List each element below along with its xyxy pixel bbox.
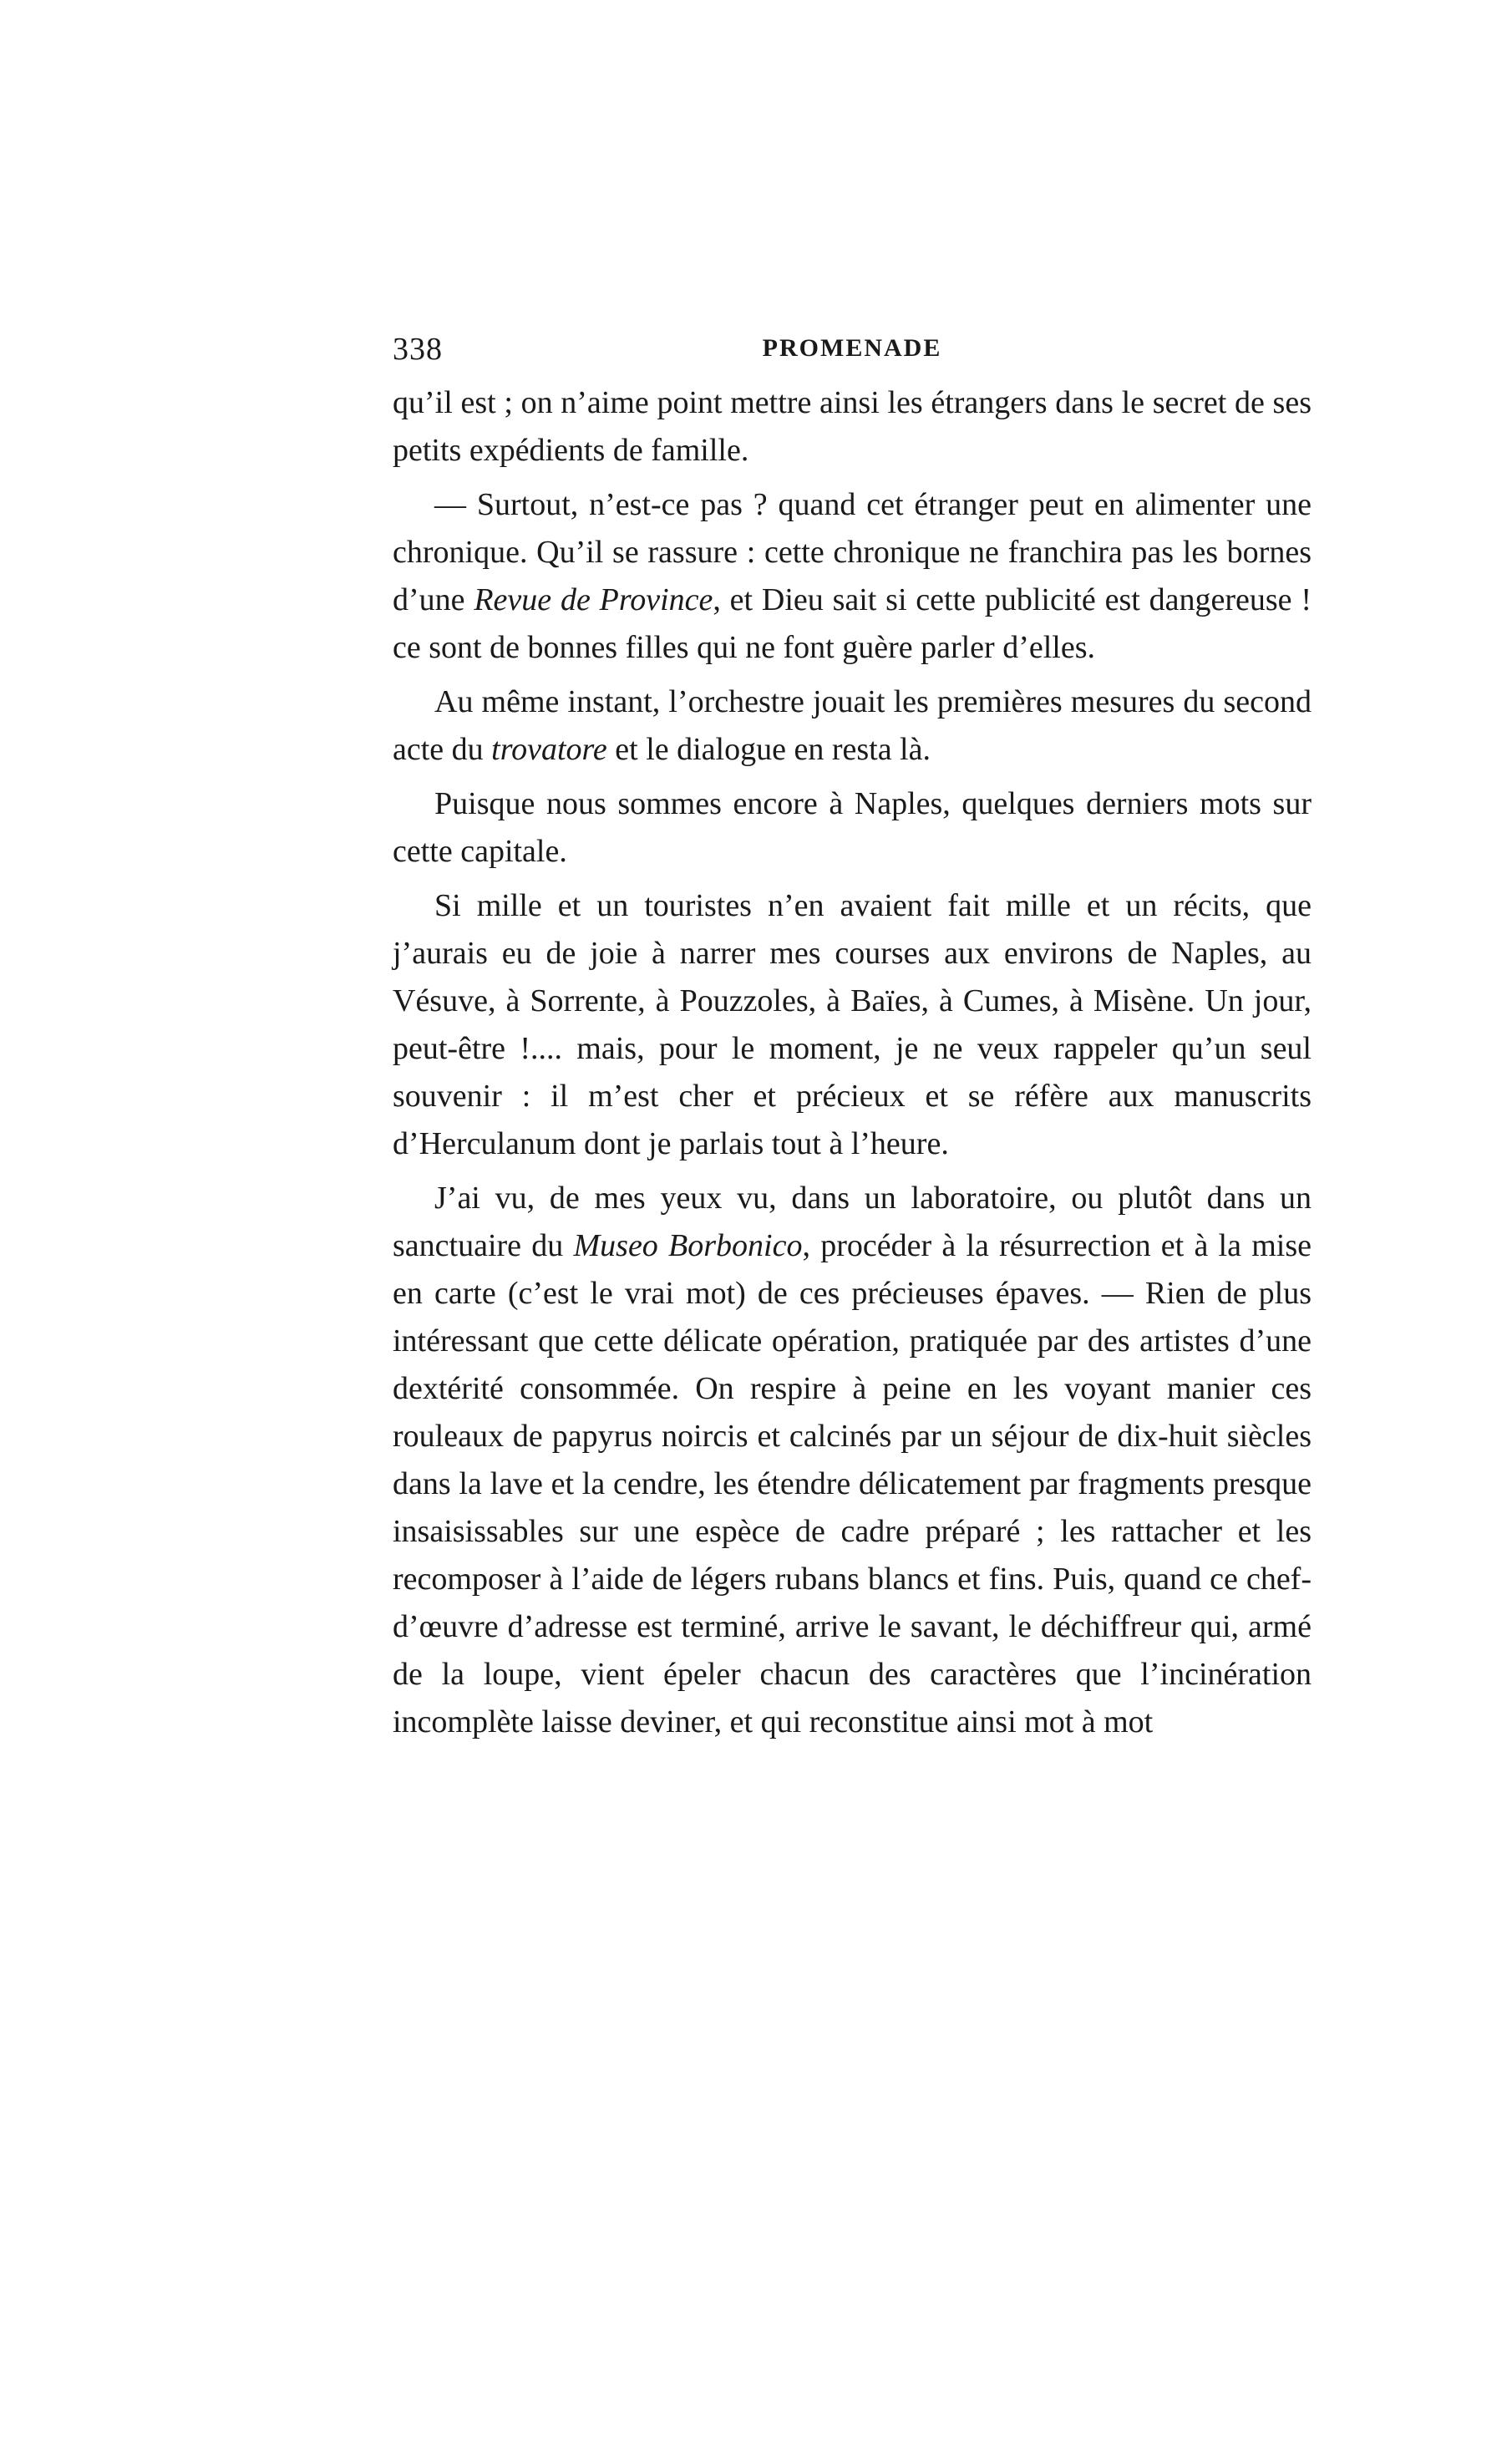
text-run: , et Dieu sait si cette publicité est dangereuse ! ce sont de bonnes filles qui ne font guère parler d’elles. (393, 582, 1312, 665)
paragraph (393, 882, 1312, 1168)
paragraph (393, 678, 1312, 774)
paragraph (393, 379, 1312, 475)
text-run: — Surtout, n’est-ce pas ? quand cet étranger peut en alimenter une chronique. Qu’il se rassure : cette chronique ne franchira pas les bornes d’une (393, 487, 1312, 617)
text-run: et le dialogue en resta là. (606, 732, 931, 767)
italic-title: Revue de Province (474, 582, 713, 617)
text-run: J’ai vu, de mes yeux vu, dans un laboratoire, ou plutôt dans un sanctuaire du (393, 1181, 1312, 1263)
page-header (393, 331, 1312, 373)
italic-title: trovatore (491, 732, 607, 767)
running-head: PROMENADE (762, 334, 942, 362)
text-run: Si mille et un touristes n’en avaient fait mille et un récits, que j’aurais eu de joie à narrer mes courses aux environs de Naples, au Vésuve, à Sorrente, à Pouzzoles, à Baïes, à Cumes, à Misène. Un jour, peut-être !.... mais, pour le moment, je ne veux rappeler qu’un seul souvenir : il m’est cher et précieux et se réfère aux manuscrits d’Herculanum dont je parlais tout à l’heure. (393, 888, 1312, 1161)
paragraph (393, 481, 1312, 672)
body-text (393, 379, 1312, 1746)
text-run: , procéder à la résurrection et à la mise en carte (c’est le vrai mot) de ces précieuses épaves. — Rien de plus intéressant que cette délicate opération, pratiquée par des artistes d’une dextérité consommée. On respire à peine en les voyant manier ces rouleaux de papyrus noircis et calcinés par un séjour de dix-huit siècles dans la lave et la cendre, les étendre délicatement par fragments presque insaisissables sur une espèce de cadre préparé ; les rattacher et les recomposer à l’aide de légers rubans blancs et fins. Puis, quand ce chef-d’œuvre d’adresse est terminé, arrive le savant, le déchiffreur qui, armé de la loupe, vient épeler chacun des caractères que l’incinération incomplète laisse deviner, et qui reconstitue ainsi mot à mot (393, 1228, 1312, 1739)
paragraph (393, 780, 1312, 876)
text-run: Puisque nous sommes encore à Naples, quelques derniers mots sur cette capitale. (393, 786, 1312, 869)
page-number: 338 (393, 332, 443, 367)
paragraph (393, 1175, 1312, 1746)
text-run: qu’il est ; on n’aime point mettre ainsi les étrangers dans le secret de ses petits expédients de famille. (393, 385, 1312, 468)
text-run: Au même instant, l’orchestre jouait les premières mesures du second acte du (393, 684, 1312, 767)
italic-title: Museo Borbonico (573, 1228, 803, 1263)
